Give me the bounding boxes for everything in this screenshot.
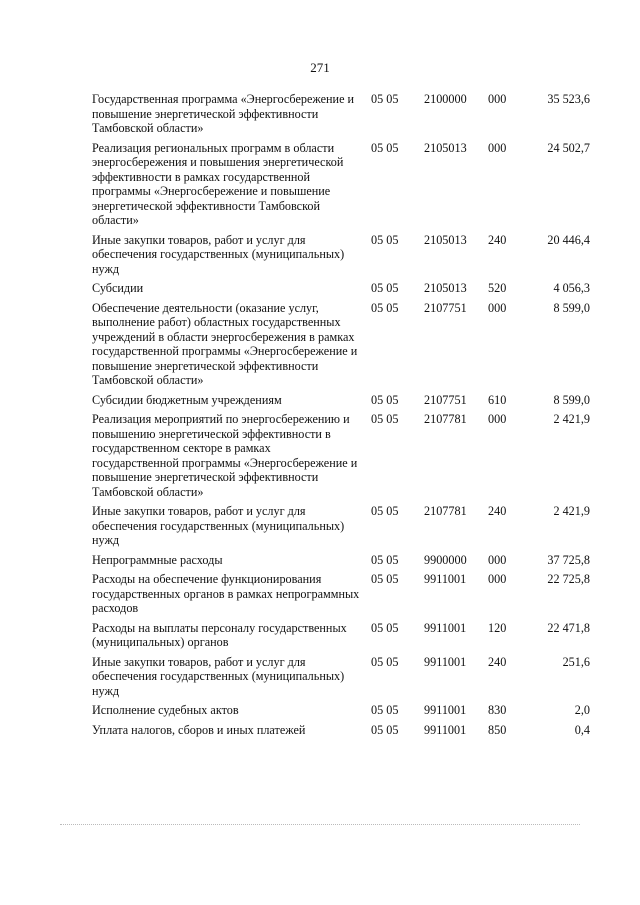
row-description: Субсидии	[92, 281, 144, 295]
table-row	[0, 141, 640, 228]
row-expense-code: 240	[488, 232, 507, 247]
row-expense-code: 240	[488, 654, 507, 669]
row-target-code: 2107781	[424, 412, 467, 426]
row-description: Непрограммные расходы	[92, 552, 223, 567]
row-section-code: 05 05	[371, 232, 399, 247]
row-section-code: 05 05	[371, 654, 399, 669]
row-target-code: 9911001	[424, 620, 467, 635]
row-target-code: 9900000	[424, 552, 467, 567]
table-row	[0, 393, 640, 408]
row-description: Иные закупки товаров, работ и услуг для обеспечения государственных (муниципальных) нужд	[92, 232, 345, 276]
row-target-code: 9911001	[424, 703, 467, 717]
table-row	[0, 92, 640, 136]
table-row	[0, 553, 640, 568]
row-description: Расходы на выплаты персоналу государственных (муниципальных) органов	[92, 620, 347, 649]
table-row	[0, 301, 640, 388]
row-amount: 2 421,9	[553, 412, 590, 426]
table-row	[0, 621, 640, 650]
row-expense-code: 610	[488, 392, 507, 407]
row-section-code: 05 05	[371, 572, 399, 586]
row-expense-code: 120	[488, 620, 507, 635]
row-amount: 24 502,7	[547, 140, 590, 155]
row-description: Исполнение судебных актов	[92, 703, 239, 717]
row-description: Государственная программа «Энергосбережение и повышение энергетической эффективности Тамбовской области»	[92, 92, 355, 135]
row-expense-code: 850	[488, 722, 507, 737]
row-expense-code: 000	[488, 300, 507, 315]
table-row	[0, 504, 640, 548]
row-description: Иные закупки товаров, работ и услуг для обеспечения государственных (муниципальных) нужд	[92, 654, 345, 698]
row-target-code: 2100000	[424, 92, 467, 106]
row-section-code: 05 05	[371, 412, 399, 426]
table-row	[0, 412, 640, 499]
row-target-code: 2107751	[424, 300, 467, 315]
row-target-code: 9911001	[424, 572, 467, 586]
row-section-code: 05 05	[371, 620, 399, 635]
row-target-code: 2107751	[424, 392, 467, 407]
row-expense-code: 520	[488, 281, 507, 295]
row-section-code: 05 05	[371, 552, 399, 567]
row-description: Субсидии бюджетным учреждениям	[92, 392, 282, 407]
row-amount: 8 599,0	[553, 392, 590, 407]
row-expense-code: 000	[488, 92, 507, 106]
row-section-code: 05 05	[371, 300, 399, 315]
row-amount: 22 471,8	[547, 620, 590, 635]
row-target-code: 9911001	[424, 722, 467, 737]
row-expense-code: 000	[488, 552, 507, 567]
row-section-code: 05 05	[371, 504, 399, 518]
table-row	[0, 703, 640, 718]
page-number: 271	[310, 60, 330, 75]
row-target-code: 9911001	[424, 654, 467, 669]
row-description: Уплата налогов, сборов и иных платежей	[92, 722, 306, 737]
row-amount: 0,4	[574, 722, 590, 737]
row-amount: 4 056,3	[553, 281, 590, 295]
row-section-code: 05 05	[371, 392, 399, 407]
row-target-code: 2105013	[424, 281, 467, 295]
row-amount: 8 599,0	[553, 300, 590, 315]
row-amount: 251,6	[562, 654, 590, 669]
table-row	[0, 723, 640, 738]
row-description: Расходы на обеспечение функционирования государственных органов в рамках непрограммных расходов	[92, 572, 360, 615]
row-description: Иные закупки товаров, работ и услуг для обеспечения государственных (муниципальных) нужд	[92, 504, 345, 547]
row-section-code: 05 05	[371, 703, 399, 717]
row-expense-code: 830	[488, 703, 507, 717]
row-amount: 20 446,4	[547, 232, 590, 247]
row-section-code: 05 05	[371, 92, 399, 106]
row-amount: 35 523,6	[547, 92, 590, 106]
row-amount: 22 725,8	[547, 572, 590, 586]
row-expense-code: 000	[488, 572, 507, 586]
row-description: Обеспечение деятельности (оказание услуг, выполнение работ) областных государственных учреждений в области энергосбережения в рамках государственной программы «Энергосбережение и повышение энергетической эффективности Тамбовской области»	[92, 300, 358, 387]
table-row	[0, 655, 640, 699]
budget-table	[0, 92, 640, 742]
footer-divider	[60, 824, 580, 825]
row-target-code: 2107781	[424, 504, 467, 518]
row-amount: 37 725,8	[547, 552, 590, 567]
row-expense-code: 000	[488, 412, 507, 426]
row-amount: 2 421,9	[553, 504, 590, 518]
row-expense-code: 000	[488, 140, 507, 155]
row-section-code: 05 05	[371, 281, 399, 295]
row-amount: 2,0	[574, 703, 590, 717]
table-row	[0, 572, 640, 616]
table-row	[0, 281, 640, 296]
table-row	[0, 233, 640, 277]
row-section-code: 05 05	[371, 722, 399, 737]
row-expense-code: 240	[488, 504, 507, 518]
row-description: Реализация региональных программ в области энергосбережения и повышения энергетической эффективности в рамках государственной программы «Энергосбережение и повышение энергетической эффективности Тамбовской области»	[92, 140, 344, 227]
row-target-code: 2105013	[424, 140, 467, 155]
row-target-code: 2105013	[424, 232, 467, 247]
row-section-code: 05 05	[371, 140, 399, 155]
row-description: Реализация мероприятий по энергосбережению и повышению энергетической эффективности в государственном секторе в рамках государственной программы «Энергосбережение и повышение энергетической эффективности Тамбовской области»	[92, 412, 358, 499]
